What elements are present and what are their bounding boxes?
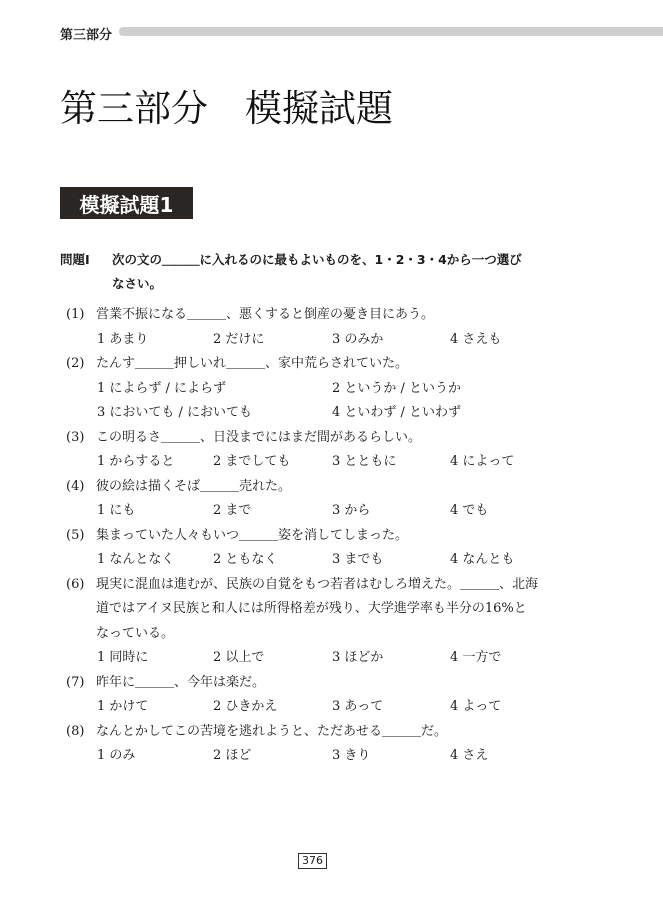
question-text-line-2: 道ではアイヌ民族と和人には所得格差が残り、大学進学率も半分の16%と	[96, 601, 527, 616]
option-2: 2 だけに	[213, 331, 265, 347]
question-8-options	[66, 744, 626, 769]
running-header-bar	[119, 27, 663, 36]
option-3: 3 から	[332, 503, 371, 518]
running-header-label: 第三部分	[60, 28, 113, 43]
question-4	[66, 475, 626, 500]
option-2: 2 ともなく	[213, 552, 278, 567]
question-number: (6)	[66, 576, 85, 592]
option-2: 2 というか / というか	[332, 380, 462, 396]
question-text: たんす＿＿＿押しいれ＿＿＿、家中荒らされていた。	[96, 356, 409, 371]
question-5	[66, 524, 626, 549]
option-3: 3 きり	[332, 748, 371, 763]
option-3: 3 とともに	[332, 454, 397, 469]
option-3: 3 においても / においても	[97, 405, 253, 420]
question-7	[66, 671, 626, 696]
question-text: この明るさ＿＿＿、日没までにはまだ間があるらしい。	[96, 429, 422, 445]
question-4-options	[66, 499, 626, 524]
question-text: なんとかしてこの苦境を逃れようと、ただあせる＿＿＿だ。	[96, 723, 448, 739]
question-6-options	[66, 646, 626, 671]
question-text: 昨年に＿＿＿、今年は楽だ。	[96, 674, 266, 690]
option-4: 4 さえ	[450, 748, 489, 763]
question-1-options	[66, 328, 626, 353]
option-1: 1 同時に	[97, 650, 149, 665]
option-4: 4 でも	[450, 503, 489, 518]
option-4: 4 よって	[450, 699, 502, 714]
question-number: (4)	[66, 478, 85, 494]
page-title: 第三部分 模擬試題	[60, 87, 393, 130]
question-text: 彼の絵は描くそば＿＿＿売れた。	[96, 478, 292, 494]
question-text: 営業不振になる＿＿＿、悪くすると倒産の憂き目にあう。	[96, 307, 435, 322]
question-2	[66, 352, 626, 377]
question-number: (5)	[66, 527, 85, 543]
question-5-options	[66, 548, 626, 573]
option-3: 3 のみか	[332, 331, 384, 347]
option-3: 3 ほどか	[332, 650, 384, 665]
option-1: 1 のみ	[97, 748, 136, 763]
question-8	[66, 720, 626, 745]
section-heading: 模擬試題1	[60, 187, 193, 219]
question-text: 集まっていた人々もいつ＿＿＿姿を消してしまった。	[96, 527, 409, 543]
question-6	[66, 573, 626, 647]
question-list	[66, 303, 626, 769]
option-1: 1 からすると	[97, 454, 175, 469]
instruction-line-1: 次の文の＿＿＿に入れるのに最もよいものを、1・2・3・4から一つ選び	[112, 252, 522, 267]
question-number: (2)	[66, 356, 85, 371]
option-2: 2 ほど	[213, 748, 252, 763]
question-7-options	[66, 695, 626, 720]
problem-label: 問題Ⅰ	[60, 252, 90, 267]
question-number: (1)	[66, 307, 85, 322]
option-4: 4 によって	[450, 454, 515, 469]
option-2: 2 まで	[213, 503, 252, 518]
option-2: 2 ひきかえ	[213, 699, 278, 714]
option-4: 4 といわず / といわず	[332, 405, 462, 420]
question-number: (7)	[66, 674, 85, 690]
option-4: 4 さえも	[450, 331, 502, 347]
option-1: 1 にも	[97, 503, 136, 518]
instruction-line-2: なさい。	[112, 276, 163, 291]
option-1: 1 かけて	[97, 699, 149, 714]
question-2-options-row-1	[66, 377, 626, 402]
question-text-line-1: 現実に混血は進むが、民族の自覚をもつ若者はむしろ増えた。＿＿＿、北海	[96, 576, 539, 592]
question-3	[66, 426, 626, 451]
option-4: 4 なんとも	[450, 552, 515, 567]
page-number: 376	[298, 853, 327, 869]
option-1: 1 なんとなく	[97, 552, 175, 567]
option-1: 1 あまり	[97, 331, 149, 347]
option-4: 4 一方で	[450, 650, 502, 665]
question-text-line-3: なっている。	[96, 625, 175, 641]
instruction-text	[112, 248, 612, 296]
option-1: 1 によらず / によらず	[97, 380, 227, 396]
question-number: (3)	[66, 429, 85, 445]
option-2: 2 以上で	[213, 650, 265, 665]
option-2: 2 までしても	[213, 454, 291, 469]
question-1	[66, 303, 626, 328]
question-3-options	[66, 450, 626, 475]
question-2-options-row-2	[66, 401, 626, 426]
question-number: (8)	[66, 723, 85, 739]
option-3: 3 あって	[332, 699, 384, 714]
option-3: 3 までも	[332, 552, 384, 567]
